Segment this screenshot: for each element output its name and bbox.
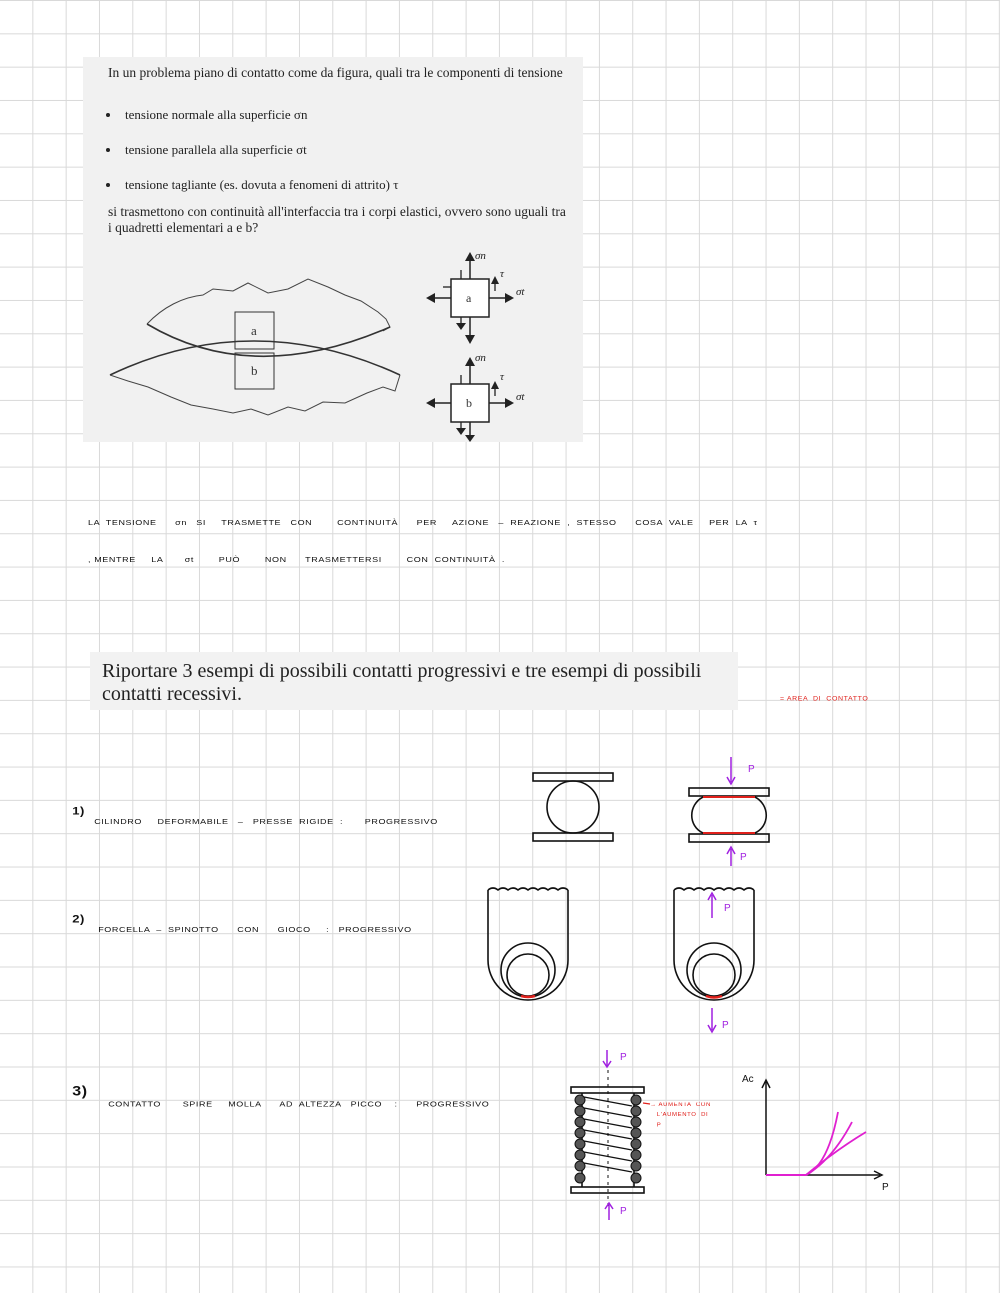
- load-label-2-bottom: P: [722, 1020, 729, 1031]
- bullet-normal: • tensione normale alla superficie σn: [121, 107, 398, 123]
- fork-pin-loaded: [674, 888, 754, 1032]
- svg-text:σt: σt: [516, 391, 525, 403]
- spring-note: → AUMENTA CON L'AUMENTO DI P: [650, 1102, 711, 1129]
- load-label-3-top: P: [620, 1052, 627, 1063]
- cylinder-deformed: [689, 757, 769, 866]
- question-2-text: Riportare 3 esempi di possibili contatti progressivi e tre esempi di possibili contatti recessivi.: [102, 660, 702, 705]
- load-label-2-top: P: [724, 903, 731, 914]
- svg-text:τ: τ: [500, 371, 504, 383]
- load-label-3-bottom: P: [620, 1206, 627, 1217]
- question-1-intro: In un problema piano di contatto come da figura, quali tra le componenti di tensione: [108, 65, 563, 80]
- svg-text:σn: σn: [475, 352, 486, 364]
- svg-text:σt: σt: [516, 286, 525, 298]
- svg-text:σn: σn: [475, 250, 486, 262]
- question-1-outro: si trasmettono con continuità all'interfaccia tra i corpi elastici, ovvero sono uguali tra i quadretti elementari a e b?: [108, 204, 566, 235]
- example-2-number: 2): [72, 912, 85, 926]
- answer-1-line-2: , MENTRE LA σt PUÒ NON TRASMETTERSI CON CONTINUITÀ .: [88, 555, 505, 564]
- load-label-1-bottom: P: [740, 852, 747, 863]
- cylinder-undeformed: [533, 773, 613, 841]
- example-3-text: CONTATTO SPIRE MOLLA AD ALTEZZA PICCO : PROGRESSIVO: [108, 1099, 490, 1109]
- red-note-contact-area: = AREA DI CONTATTO: [780, 696, 869, 702]
- label-a: a: [251, 323, 257, 338]
- example-1-text: CILINDRO DEFORMABILE – PRESSE RIGIDE : PROGRESSIVO: [94, 817, 438, 826]
- bullet-parallel: • tensione parallela alla superficie σt: [121, 142, 398, 158]
- contact-area-graph: [742, 1074, 889, 1193]
- axis-y-label: Ac: [742, 1074, 754, 1085]
- example-1-number: 1): [72, 804, 85, 818]
- svg-text:τ: τ: [500, 268, 504, 280]
- fork-pin-undeformed: [488, 888, 568, 1000]
- axis-x-label: P: [882, 1182, 889, 1193]
- compressed-spring: [571, 1050, 650, 1220]
- svg-text:b: b: [466, 396, 472, 410]
- example-2-text: FORCELLA – SPINOTTO CON GIOCO : PROGRESSIVO: [98, 925, 412, 934]
- answer-1-line-1: LA TENSIONE σn SI TRASMETTE CON CONTINUITÀ PER AZIONE – REAZIONE , STESSO COSA VALE PER LA τ: [88, 518, 758, 527]
- label-b: b: [251, 363, 258, 378]
- svg-text:a: a: [466, 291, 472, 305]
- bullet-shear: • tensione tagliante (es. dovuta a fenomeni di attrito) τ: [121, 177, 398, 193]
- load-label-1-top: P: [748, 764, 755, 775]
- example-3-number: 3): [72, 1084, 88, 1099]
